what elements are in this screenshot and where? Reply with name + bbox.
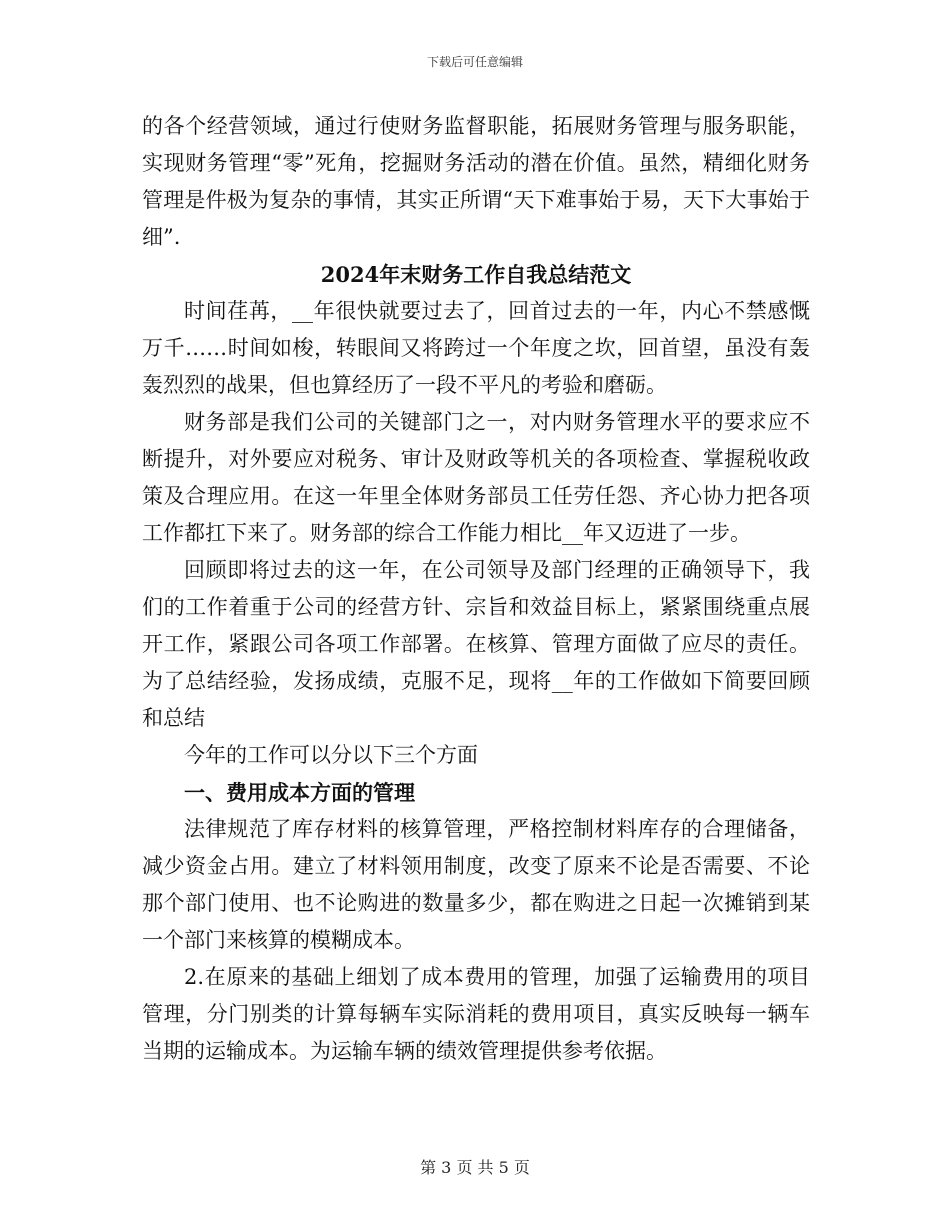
header-note: 下载后可任意编辑 bbox=[426, 55, 523, 69]
intro-paragraph: 的各个经营领域，通过行使财务监督职能，拓展财务管理与服务职能，实现财务管理“零”死角，挖掘财务活动的潜在价值。虽然，精细化财务管理是件极为复杂的事情，其实正所谓“天下难事始于易，天下大事始于细”. bbox=[142, 114, 810, 249]
body-paragraph: 时间荏苒，__年很快就要过去了，回首过去的一年，内心不禁感慨万千……时间如梭，转眼间又将跨过一个年度之坎，回首望，虽没有轰轰烈烈的战果，但也算经历了一段不平凡的考验和磨砺。 bbox=[142, 299, 810, 397]
body-paragraph: 今年的工作可以分以下三个方面 bbox=[184, 743, 478, 767]
section-paragraph: 2.在原来的基础上细划了成本费用的管理，加强了运输费用的项目管理，分门别类的计算每辆车实际消耗的费用项目，真实反映每一辆车当期的运输成本。为运输车辆的绩效管理提供参考依据。 bbox=[142, 965, 810, 1063]
document-body bbox=[142, 108, 810, 1070]
body-paragraph: 财务部是我们公司的关键部门之一，对内财务管理水平的要求应不断提升，对外要应对税务、审计及财政等机关的各项检查、掌握税收政策及合理应用。在这一年里全体财务部员工任劳任怨、齐心协力把各项工作都扛下来了。财务部的综合工作能力相比__年又迈进了一步。 bbox=[142, 410, 810, 545]
page-indicator: 第 3 页 共 5 页 bbox=[420, 1158, 530, 1177]
document-title: 2024年末财务工作自我总结范文 bbox=[320, 262, 632, 287]
body-paragraph: 回顾即将过去的这一年，在公司领导及部门经理的正确领导下，我们的工作着重于公司的经营方针、宗旨和效益目标上，紧紧围绕重点展开工作，紧跟公司各项工作部署。在核算、管理方面做了应尽的责任。为了总结经验，发扬成绩，克服不足，现将__年的工作做如下简要回顾和总结 bbox=[142, 558, 810, 730]
section-heading: 一、费用成本方面的管理 bbox=[184, 780, 415, 805]
section-paragraph: 法律规范了库存材料的核算管理，严格控制材料库存的合理储备，减少资金占用。建立了材料领用制度，改变了原来不论是否需要、不论那个部门使用、也不论购进的数量多少，都在购进之日起一次摊销到某一个部门来核算的模糊成本。 bbox=[142, 817, 810, 952]
